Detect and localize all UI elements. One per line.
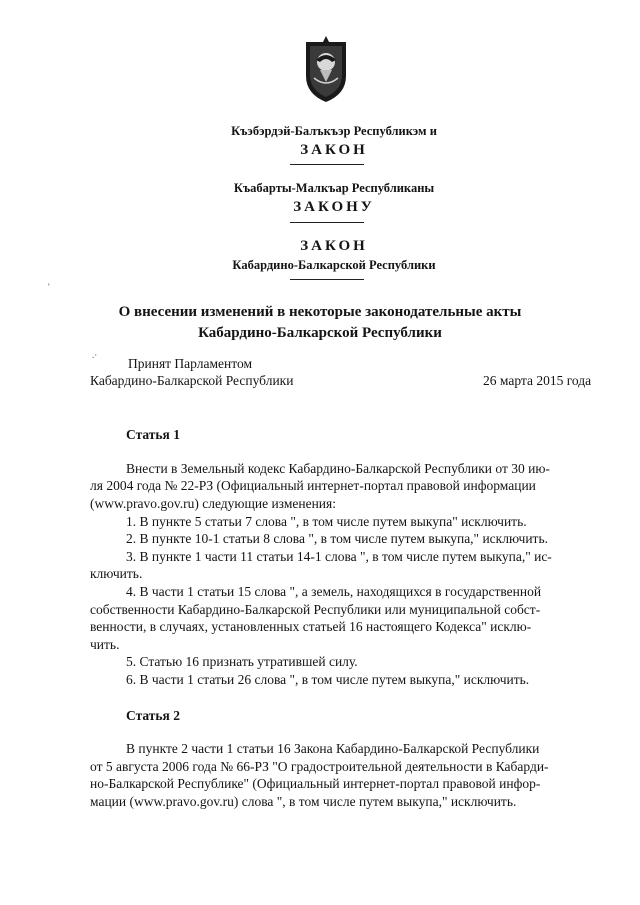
article-1-item-5: 5. Статью 16 признать утратившей силу.	[126, 654, 358, 669]
article-1-item-4-cont: чить.	[90, 637, 120, 652]
header-line-russian: Кабардино-Балкарской Республики	[232, 258, 436, 272]
document-title-line-2: Кабардино-Балкарской Республики	[198, 325, 442, 341]
article-2-line: от 5 августа 2006 года № 66-РЗ "О градостроительной деятельности в Кабарди-	[90, 759, 549, 774]
article-1-item-3: 3. В пункте 1 части 11 статьи 14-1 слова ", в том числе путем выкупа," ис-	[126, 549, 552, 564]
article-1-item-1: 1. В пункте 5 статьи 7 слова ", в том числе путем выкупа" исключить.	[126, 514, 527, 529]
article-1-line: (www.pravo.gov.ru) следующие изменения:	[90, 496, 336, 511]
adoption-date: 26 марта 2015 года	[483, 373, 592, 388]
header-line-kabardian: Къэбэрдэй-Балъкъэр Республикэм и	[231, 124, 437, 138]
article-1-heading: Статья 1	[126, 427, 180, 442]
article-2-heading: Статья 2	[126, 708, 180, 723]
header-line-karachay-balkar: Къабарты-Малкъар Республиканы	[233, 181, 435, 195]
header-word-zakon-2: ЗАКОН	[300, 238, 368, 254]
adopted-by-line: Принят Парламентом	[128, 356, 252, 371]
header-word-zakon-1: ЗАКОН	[300, 142, 368, 158]
header-rule-3	[290, 279, 364, 280]
article-1-item-6: 6. В части 1 статьи 26 слова ", в том числе путем выкупа," исключить.	[126, 672, 530, 687]
article-1-item-4-cont: венности, в случаях, установленных статьей 16 настоящего Кодекса" исклю-	[90, 619, 532, 634]
document-title-line-1: О внесении изменений в некоторые законодательные акты	[118, 304, 522, 320]
header-word-zakonu: ЗАКОНУ	[293, 199, 375, 215]
article-1-line: ля 2004 года № 22-РЗ (Официальный интернет-портал правовой информации	[90, 478, 536, 493]
header-rule-1	[290, 164, 364, 165]
scan-mark: '	[48, 282, 50, 292]
scan-mark: .·	[92, 350, 98, 360]
article-1-item-2: 2. В пункте 10-1 статьи 8 слова ", в том числе путем выкупа," исключить.	[126, 531, 548, 546]
coat-of-arms-emblem	[302, 32, 350, 104]
adopted-by-parliament: Кабардино-Балкарской Республики	[90, 373, 294, 388]
article-1-item-4-cont: собственности Кабардино-Балкарской Республики или муниципальной собст-	[90, 602, 541, 617]
article-1-line: Внести в Земельный кодекс Кабардино-Балкарской Республики от 30 ию-	[126, 461, 550, 476]
article-2-line: мации (www.pravo.gov.ru) слова ", в том числе путем выкупа," исключить.	[90, 794, 517, 809]
article-1-item-3-cont: ключить.	[90, 566, 143, 581]
article-2-line: В пункте 2 части 1 статьи 16 Закона Кабардино-Балкарской Республики	[126, 741, 540, 756]
article-2-line: но-Балкарской Республике" (Официальный интернет-портал правовой инфор-	[90, 776, 541, 791]
article-1-item-4: 4. В части 1 статьи 15 слова ", а земель, находящихся в государственной	[126, 584, 542, 599]
header-rule-2	[290, 222, 364, 223]
